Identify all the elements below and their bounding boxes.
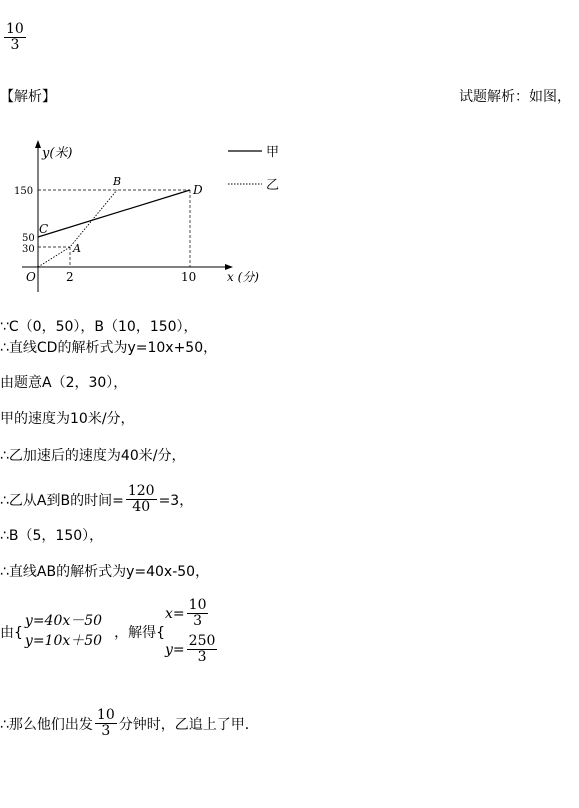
equation-1: y=40x－50	[24, 613, 103, 630]
motion-graph	[0, 130, 290, 300]
solution-y-den: 3	[197, 649, 207, 666]
solution-x-num: 10	[188, 597, 207, 613]
answer-numerator: 10	[6, 21, 24, 37]
y-tick-50: 50	[22, 233, 35, 244]
point-a-label: A	[73, 242, 81, 255]
line-yi	[38, 190, 117, 267]
line-10-fraction	[95, 708, 117, 740]
solution-x-fraction	[187, 598, 209, 630]
solution-system	[165, 598, 219, 666]
x-tick-2: 2	[66, 270, 74, 284]
line-7: ∴B（5，150），	[0, 528, 104, 544]
equation-system	[25, 612, 102, 651]
answer-denominator: 3	[10, 37, 20, 54]
intro-text: 试题解析：如图，	[459, 89, 571, 105]
y-axis-arrow	[35, 140, 41, 148]
y-axis-label: y(米)	[42, 146, 73, 161]
line-10-den: 3	[101, 723, 111, 740]
y-tick-30: 30	[22, 244, 35, 255]
line-9	[0, 598, 219, 666]
line-10-num: 10	[96, 707, 115, 723]
x-tick-10: 10	[181, 270, 197, 284]
equation-2: y=10x＋50	[24, 632, 103, 649]
section-label: 【解析】	[0, 89, 56, 105]
point-d-label: D	[193, 183, 203, 197]
line-6-num: 120	[127, 483, 155, 499]
legend-jia-label: 甲	[266, 145, 280, 160]
line-6-fraction	[126, 484, 157, 516]
line-jia	[38, 190, 190, 237]
line-6-pre: ∴乙从A到B的时间=	[0, 492, 124, 509]
line-1: ∵C（0，50），B（10，150），	[0, 319, 198, 335]
line-6	[0, 484, 193, 516]
solution-y-fraction	[187, 634, 218, 666]
line-10-post: 分钟时，乙追上了甲．	[118, 716, 259, 733]
line-2: ∴直线CD的解析式为y=10x+50，	[0, 340, 218, 356]
line-5: ∴乙加速后的速度为40米/分，	[0, 448, 186, 464]
solution-y-lhs: y=	[165, 641, 185, 658]
line-3: 由题意A（2，30），	[0, 375, 128, 391]
solution-x-den: 3	[193, 613, 203, 630]
solution-x-lhs: x=	[165, 605, 185, 622]
line-10-pre: ∴那么他们出发	[0, 716, 93, 733]
y-tick-150: 150	[14, 186, 34, 197]
legend-yi-label: 乙	[266, 178, 280, 193]
point-c-label: C	[39, 222, 49, 236]
line-9-mid: ，解得{	[114, 624, 166, 641]
line-9-pre: 由{	[0, 624, 23, 641]
line-10	[0, 708, 259, 740]
point-b-label: B	[113, 175, 122, 188]
line-6-post: =3，	[158, 492, 194, 509]
line-6-den: 40	[132, 499, 151, 516]
origin-label: O	[26, 270, 36, 284]
line-4: 甲的速度为10米/分，	[0, 411, 135, 427]
solution-y-num: 250	[188, 632, 216, 649]
answer-fraction	[2, 22, 28, 54]
line-8: ∴直线AB的解析式为y=40x-50，	[0, 564, 210, 580]
x-axis-label: x (分)	[227, 270, 259, 284]
